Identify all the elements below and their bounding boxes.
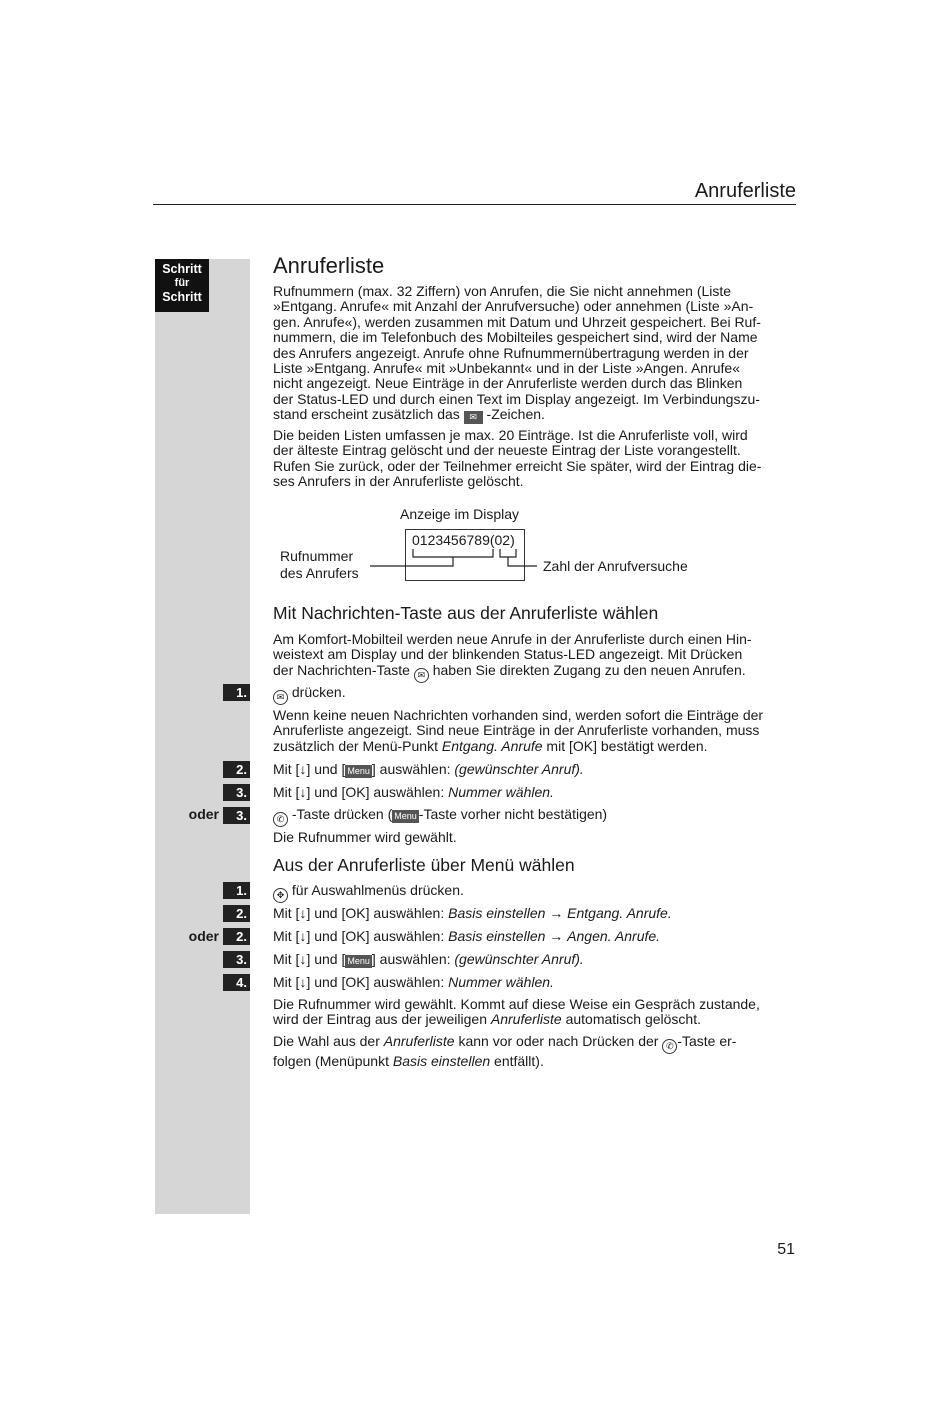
text-span: zusätzlich der Menü-Punkt bbox=[273, 737, 438, 754]
menu-key-icon: Menu bbox=[347, 766, 370, 776]
step-number: 2. bbox=[223, 928, 250, 945]
text-span: Mit [ bbox=[273, 951, 300, 967]
closing-paragraph bbox=[273, 1034, 797, 1069]
arrow-down-icon: ↓ bbox=[299, 905, 307, 921]
step-text bbox=[273, 905, 672, 921]
step-number: 2. bbox=[223, 905, 250, 922]
navigation-key-icon: ✥ bbox=[273, 888, 288, 903]
text-span: wird der Eintrag aus der jeweiligen bbox=[273, 1011, 487, 1028]
text-line: Rufnummer bbox=[280, 548, 354, 564]
text-line: nummern, die im Telefonbuch des Mobilteiles gespeichert sind, wird der Name bbox=[273, 329, 758, 346]
page-number: 51 bbox=[777, 1241, 795, 1258]
text-line: nicht angezeigt. Neue Einträge in der Anruferliste werden durch das Blinken bbox=[273, 375, 743, 392]
text-line: Die Rufnummer wird gewählt. Kommt auf diese Weise ein Gespräch zustande, bbox=[273, 996, 760, 1012]
attempts-bracket bbox=[500, 549, 516, 557]
text-span: ] und [OK] auswählen: bbox=[306, 974, 445, 990]
step-number: 2. bbox=[223, 761, 250, 778]
caller-leader-line bbox=[370, 557, 453, 566]
text-span: Nummer wählen. bbox=[448, 784, 554, 800]
subsection-title: Mit Nachrichten-Taste aus der Anruferliste wählen bbox=[273, 603, 659, 623]
text-span: ] und [ bbox=[306, 761, 346, 777]
arrow-down-icon: ↓ bbox=[299, 761, 307, 777]
badge-line-2: für bbox=[174, 277, 190, 289]
arrow-down-icon: ↓ bbox=[299, 974, 307, 990]
text-line bbox=[273, 663, 797, 683]
text-span: -Taste er- bbox=[677, 1033, 737, 1049]
arrow-down-icon: ↓ bbox=[299, 784, 307, 800]
badge-line-3: Schritt bbox=[162, 290, 202, 304]
text-line: Wenn keine neuen Nachrichten vorhanden sind, werden sofort die Einträge der bbox=[273, 707, 764, 723]
text-line bbox=[273, 739, 797, 754]
step-text bbox=[273, 882, 464, 903]
text-span: folgen (Menüpunkt bbox=[273, 1053, 389, 1069]
number-bracket bbox=[413, 549, 493, 557]
text-span: Anruferliste bbox=[490, 1011, 562, 1028]
text-line: des Anrufers bbox=[280, 565, 359, 581]
envelope-icon: ✉ bbox=[464, 411, 483, 424]
text-line: ses Anrufers in der Anruferliste gelöscht. bbox=[273, 473, 524, 490]
oder-label: oder bbox=[188, 806, 219, 822]
text-line: Rufen Sie zurück, oder der Teilnehmer erreicht Sie später, wird der Eintrag die- bbox=[273, 457, 762, 474]
section-title: Anruferliste bbox=[273, 253, 385, 278]
text-span: Mit [ bbox=[273, 784, 300, 800]
step-number: 4. bbox=[223, 974, 250, 991]
step-text bbox=[273, 951, 584, 968]
text-line: weistext am Display und der blinkenden Status-LED angezeigt. Mit Drücken bbox=[273, 646, 743, 663]
step-text bbox=[273, 974, 554, 990]
menu-key-icon: Menu bbox=[347, 956, 370, 966]
step-text bbox=[273, 928, 660, 944]
text-span: kann vor oder nach Drücken der bbox=[458, 1033, 659, 1049]
badge-line-1: Schritt bbox=[162, 262, 202, 276]
text-span: -Taste vorher nicht bestätigen) bbox=[418, 806, 608, 822]
step-text bbox=[273, 806, 607, 827]
arrow-right-icon: → bbox=[549, 905, 564, 921]
text-span: der Nachrichten-Taste bbox=[273, 661, 410, 678]
text-span: automatisch gelöscht. bbox=[565, 1011, 701, 1028]
text-line bbox=[273, 1012, 797, 1027]
text-span: Anruferliste bbox=[383, 1033, 455, 1049]
menu-key-icon: Menu bbox=[394, 811, 417, 821]
text-span: (gewünschter Anruf). bbox=[454, 761, 584, 777]
text-span: (gewünschter Anruf). bbox=[454, 951, 584, 967]
text-span: ] und [ bbox=[306, 951, 346, 967]
text-span: -Zeichen. bbox=[486, 406, 545, 423]
step-number: 3. bbox=[223, 951, 250, 968]
text-span: Basis einstellen bbox=[448, 928, 546, 944]
text-span: Mit [ bbox=[273, 974, 300, 990]
text-span: Basis einstellen bbox=[392, 1053, 491, 1069]
text-line: des Anrufers angezeigt. Anrufe ohne Rufnummernübertragung werden in der bbox=[273, 344, 749, 361]
step-number: 1. bbox=[223, 882, 250, 899]
text-line: der Status-LED und durch einen Text im Display angezeigt. Im Verbindungszu- bbox=[273, 390, 760, 407]
call-key-icon: ✆ bbox=[273, 812, 288, 827]
text-line: Anruferliste angezeigt. Sind neue Einträge in der Anruferliste vorhanden, muss bbox=[273, 722, 760, 739]
step-text bbox=[273, 684, 346, 705]
text-span: drücken. bbox=[291, 684, 346, 700]
result-text: Die Rufnummer wird gewählt. bbox=[273, 829, 457, 845]
text-line: Rufnummern (max. 32 Ziffern) von Anrufen, die Sie nicht annehmen (Liste bbox=[273, 283, 732, 299]
running-header: Anruferliste bbox=[694, 180, 796, 202]
step-number: 1. bbox=[223, 684, 250, 701]
text-line: Die beiden Listen umfassen je max. 20 Einträge. Ist die Anruferliste voll, wird bbox=[273, 427, 748, 443]
arrow-down-icon: ↓ bbox=[299, 951, 307, 967]
subsection-title: Aus der Anruferliste über Menü wählen bbox=[273, 855, 575, 875]
text-span: ] auswählen: bbox=[371, 761, 451, 777]
text-span: Entgang. Anrufe. bbox=[567, 905, 672, 921]
text-span: Mit [ bbox=[273, 905, 300, 921]
step-number: 3. bbox=[223, 807, 250, 824]
text-line: Am Komfort-Mobilteil werden neue Anrufe in der Anruferliste durch einen Hin- bbox=[273, 631, 752, 647]
message-key-icon: ✉ bbox=[273, 690, 288, 705]
text-span: Mit [ bbox=[273, 928, 300, 944]
text-line bbox=[273, 1034, 797, 1054]
display-value: 0123456789(02) bbox=[412, 532, 515, 548]
text-span: ] auswählen: bbox=[371, 951, 451, 967]
text-span: Basis einstellen bbox=[448, 905, 546, 921]
text-line: gen. Anrufe«), werden zusammen mit Datum und Uhrzeit gespeichert. Bei Ruf- bbox=[273, 313, 761, 330]
message-key-icon: ✉ bbox=[414, 668, 429, 683]
text-span: haben Sie direkten Zugang zu den neuen Anrufen. bbox=[432, 661, 746, 678]
arrow-right-icon: → bbox=[549, 928, 564, 944]
text-span: Angen. Anrufe. bbox=[567, 928, 661, 944]
text-span: mit [OK] bestätigt werden. bbox=[546, 737, 708, 754]
step-number: 3. bbox=[223, 784, 250, 801]
text-span: Die Wahl aus der bbox=[273, 1033, 380, 1049]
text-span: Entgang. Anrufe bbox=[441, 737, 543, 754]
step-text bbox=[273, 761, 584, 778]
arrow-down-icon: ↓ bbox=[299, 928, 307, 944]
display-label: Anzeige im Display bbox=[400, 506, 520, 522]
text-span: ] und [OK] auswählen: bbox=[306, 784, 445, 800]
note-paragraph bbox=[273, 708, 797, 754]
attempts-label: Zahl der Anrufversuche bbox=[543, 558, 688, 574]
step-text bbox=[273, 784, 554, 800]
text-line bbox=[273, 1054, 797, 1069]
text-span: für Auswahlmenüs drücken. bbox=[291, 882, 464, 898]
text-line: »Entgang. Anrufe« mit Anzahl der Anrufversuche) oder annehmen (Liste »An- bbox=[273, 298, 754, 315]
text-span: Mit [ bbox=[273, 761, 300, 777]
text-span: entfällt). bbox=[494, 1053, 544, 1069]
text-span: ] und [OK] auswählen: bbox=[306, 928, 445, 944]
text-line: der älteste Eintrag gelöscht und der neueste Eintrag der Liste vorangestellt. bbox=[273, 442, 741, 459]
call-key-icon: ✆ bbox=[662, 1039, 677, 1054]
text-span: ] und [OK] auswählen: bbox=[306, 905, 445, 921]
oder-label: oder bbox=[188, 928, 219, 944]
text-span: Nummer wählen. bbox=[448, 974, 554, 990]
attempts-leader-line bbox=[508, 557, 537, 566]
text-span: -Taste drücken ( bbox=[291, 806, 393, 822]
message-key-intro bbox=[273, 632, 797, 683]
caller-number-label bbox=[280, 548, 359, 582]
closing-paragraph bbox=[273, 997, 797, 1028]
text-span: stand erscheint zusätzlich das bbox=[273, 406, 460, 423]
text-line: Liste »Entgang. Anrufe« mit »Unbekannt« und in der Liste »Angen. Anrufe« bbox=[273, 360, 740, 377]
